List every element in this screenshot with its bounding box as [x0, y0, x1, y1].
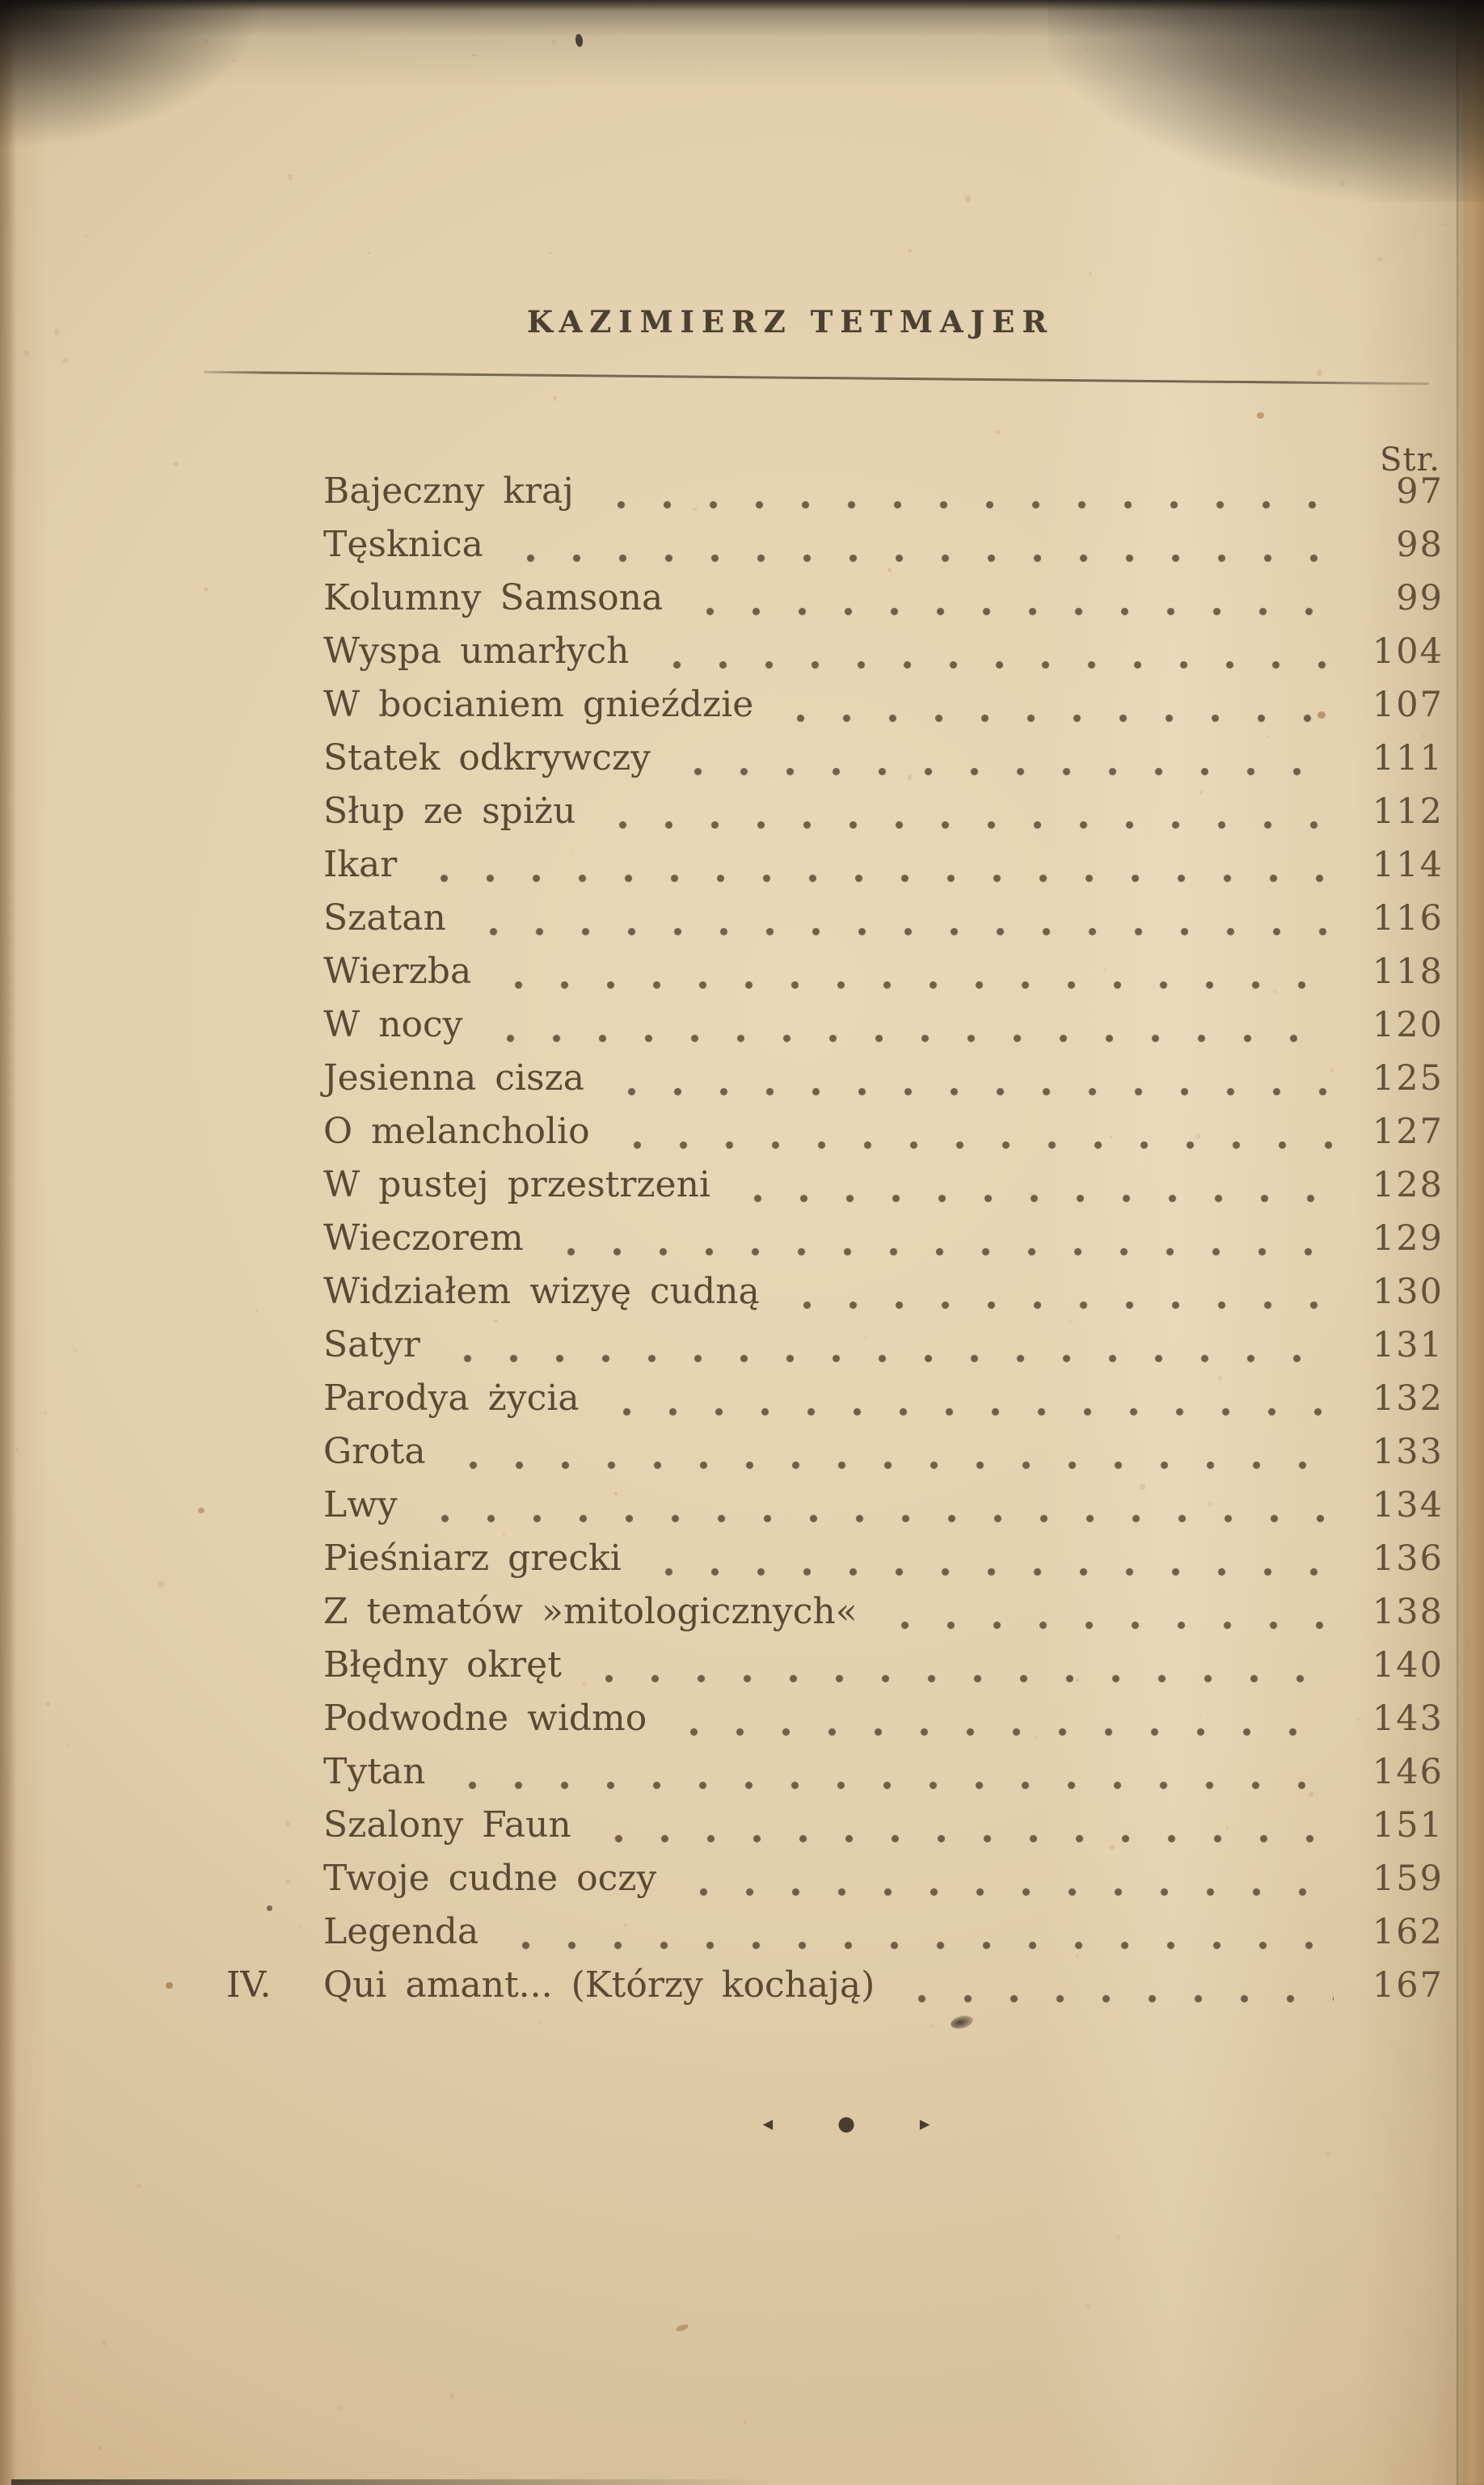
toc-row [323, 841, 1444, 894]
paper-speck [102, 2339, 107, 2346]
section-divider-ornament: ◂ ● ▸ [762, 2112, 959, 2135]
paper-speck [337, 2406, 342, 2411]
toc-entry-page: 167 [1372, 1965, 1444, 2006]
paper-speck [472, 54, 476, 57]
paper-speck [267, 1905, 272, 1911]
paper-speck [643, 259, 645, 261]
toc-row [226, 1961, 1444, 2015]
paper-speck [67, 1744, 70, 1747]
paper-speck [1377, 257, 1383, 261]
paper-speck [1086, 2303, 1091, 2310]
paper-speck [255, 1310, 258, 1313]
paper-speck [288, 175, 293, 180]
toc-entry-page: 131 [1372, 1325, 1444, 1365]
dotted-leader [596, 1834, 1334, 1843]
toc-list [226, 467, 1444, 2015]
paper-speck [16, 1448, 19, 1451]
toc-entry-title: Jesienna cisza [323, 1057, 584, 1099]
toc-entry-page: 159 [1372, 1858, 1444, 1899]
toc-row [323, 1694, 1444, 1748]
paper-speck [173, 462, 179, 466]
paper-speck [575, 33, 584, 47]
paper-speck [137, 2184, 141, 2188]
paper-speck [166, 1982, 173, 1989]
running-head: KAZIMIERZ TETMAJER [526, 304, 1055, 340]
toc-entry-title: Wieczorem [323, 1217, 524, 1259]
toc-entry-page: 104 [1372, 631, 1444, 672]
toc-row [323, 1801, 1444, 1854]
dotted-leader [508, 554, 1334, 563]
paper-speck [1317, 369, 1322, 376]
toc-row [323, 1908, 1444, 1961]
toc-entry-page: 151 [1372, 1805, 1444, 1846]
toc-entry-page: 143 [1372, 1698, 1444, 1739]
toc-row [323, 1214, 1444, 1268]
toc-row [323, 1534, 1444, 1588]
toc-entry-title: Bajeczny kraj [323, 470, 574, 512]
dotted-leader [487, 1034, 1334, 1043]
toc-entry-page: 146 [1372, 1752, 1444, 1792]
toc-row [323, 1054, 1444, 1107]
toc-row [323, 1641, 1444, 1694]
dotted-leader [470, 927, 1334, 936]
toc-entry-title: Grota [323, 1431, 426, 1472]
paper-speck [553, 396, 558, 402]
dotted-leader [899, 1994, 1334, 2003]
dotted-leader [548, 1247, 1334, 1256]
paper-speck [158, 1581, 163, 1588]
dotted-leader [735, 1194, 1334, 1203]
toc-row [323, 627, 1444, 681]
toc-entry-title: Twoje cudne oczy [323, 1858, 657, 1899]
toc-row [323, 1748, 1444, 1801]
dotted-leader [495, 981, 1334, 989]
dotted-leader [671, 1728, 1334, 1736]
paper-speck [1444, 223, 1447, 226]
dotted-leader [778, 714, 1334, 723]
toc-row [323, 1854, 1444, 1908]
paper-speck [204, 588, 208, 592]
paper-speck [198, 1508, 204, 1513]
paper-speck [1325, 2152, 1330, 2156]
paper-speck [297, 1926, 301, 1928]
toc-entry-page: 99 [1396, 578, 1444, 618]
toc-row [323, 521, 1444, 574]
toc-row [323, 574, 1444, 627]
page-gutter-edge [1457, 0, 1484, 2485]
toc-row [323, 1588, 1444, 1641]
paper-speck [285, 1821, 290, 1826]
header-rule [204, 371, 1429, 386]
toc-entry-page: 128 [1372, 1165, 1444, 1205]
page-column-header: Str. [1380, 441, 1440, 479]
paper-speck [548, 252, 550, 255]
dotted-leader [503, 1941, 1334, 1950]
dotted-leader [449, 1781, 1334, 1790]
paper-speck [1124, 47, 1127, 50]
paper-speck [1257, 412, 1264, 419]
dotted-leader [609, 1087, 1334, 1096]
toc-entry-page: 162 [1372, 1912, 1444, 1952]
toc-row [323, 1374, 1444, 1428]
toc-entry-title: Wyspa umarłych [323, 631, 630, 672]
toc-row [323, 1107, 1444, 1161]
toc-entry-title: W pustej przestrzeni [323, 1164, 710, 1205]
scan-shadow-corner-left [0, 0, 259, 146]
toc-entry-page: 111 [1372, 738, 1444, 778]
toc-entry-page: 132 [1372, 1378, 1444, 1419]
toc-entry-title: Słup ze spiżu [323, 791, 576, 832]
paper-speck [965, 196, 971, 202]
toc-entry-title: Statek odkrywczy [323, 737, 651, 778]
dotted-leader [646, 1567, 1334, 1576]
toc-entry-page: 138 [1372, 1592, 1444, 1632]
toc-row [323, 787, 1444, 841]
toc-entry-page: 120 [1372, 1005, 1444, 1045]
toc-entry-title: Wierzba [323, 951, 472, 992]
toc-entry-page: 136 [1372, 1538, 1444, 1579]
toc-entry-page: 134 [1372, 1485, 1444, 1525]
paper-speck [177, 2149, 179, 2152]
toc-row [323, 1161, 1444, 1214]
paper-speck [54, 328, 60, 335]
toc-row [323, 947, 1444, 1001]
paper-speck [255, 2335, 256, 2336]
toc-row [323, 681, 1444, 734]
paper-speck [996, 430, 1001, 434]
toc-entry-title: Pieśniarz grecki [323, 1538, 622, 1579]
paper-speck [231, 59, 235, 62]
paper-speck [204, 39, 208, 44]
dotted-leader [604, 1407, 1334, 1416]
toc-entry-page: 127 [1372, 1112, 1444, 1152]
dotted-leader [675, 767, 1334, 776]
paper-speck [45, 1702, 51, 1707]
paper-speck [1115, 2234, 1119, 2239]
dotted-leader [445, 1354, 1334, 1363]
toc-entry-title: W nocy [323, 1004, 463, 1045]
paper-speck [62, 358, 68, 363]
dotted-leader [687, 607, 1334, 616]
paper-speck [450, 2393, 455, 2399]
toc-entry-page: 97 [1396, 471, 1444, 512]
scan-shadow-corner-right [1048, 0, 1484, 202]
toc-entry-title: O melancholio [323, 1111, 590, 1152]
paper-speck [167, 2071, 169, 2074]
paper-speck [551, 40, 556, 45]
dotted-leader [784, 1301, 1334, 1310]
scan-shadow-top [0, 0, 1484, 129]
dotted-leader [654, 660, 1334, 669]
page-bottom-edge [11, 2479, 771, 2485]
toc-entry-page: 133 [1372, 1432, 1444, 1472]
toc-entry-title: Z tematów »mitologicznych« [323, 1591, 858, 1632]
paper-speck [106, 2369, 108, 2371]
toc-entry-page: 140 [1372, 1645, 1444, 1685]
toc-entry-title: Satyr [323, 1324, 420, 1365]
toc-row [323, 734, 1444, 787]
paper-speck [98, 2446, 102, 2450]
toc-entry-title: Kolumny Samsona [323, 577, 664, 618]
toc-entry-title: Szatan [323, 897, 446, 939]
toc-row [323, 1481, 1444, 1534]
toc-entry-title: Qui amant... (Którzy kochają) [323, 1964, 875, 2006]
dotted-leader [882, 1621, 1334, 1630]
toc-entry-page: 118 [1372, 951, 1444, 992]
paper-speck [1340, 180, 1345, 186]
toc-entry-title: Szalony Faun [323, 1804, 571, 1846]
toc-entry-title: Tytan [323, 1751, 426, 1792]
toc-row [323, 1428, 1444, 1481]
page-left-edge [0, 0, 16, 2485]
toc-entry-title: Błędny okręt [323, 1644, 562, 1685]
toc-entry-title: W bocianiem gnieździe [323, 684, 754, 725]
toc-row [323, 1268, 1444, 1321]
paper-speck [744, 2421, 746, 2424]
toc-entry-title: Widziałem wizyę cudną [323, 1271, 760, 1312]
dotted-leader [681, 1888, 1334, 1896]
toc-entry-page: 114 [1372, 845, 1444, 885]
dotted-leader [421, 874, 1334, 883]
toc-entry-title: Ikar [323, 844, 398, 885]
toc-entry-page: 130 [1372, 1272, 1444, 1312]
toc-entry-page: 112 [1372, 791, 1444, 832]
paper-speck [762, 42, 764, 44]
dotted-leader [450, 1461, 1334, 1470]
toc-row [323, 1001, 1444, 1054]
toc-entry-title: Tęsknica [323, 524, 483, 565]
toc-section-number: IV. [226, 1964, 272, 2006]
toc-entry-page: 125 [1372, 1058, 1444, 1099]
paper-speck [539, 2020, 542, 2023]
dotted-leader [586, 1674, 1334, 1683]
dotted-leader [598, 500, 1334, 509]
dotted-leader [600, 821, 1334, 829]
toc-row [323, 894, 1444, 947]
toc-entry-title: Podwodne widmo [323, 1698, 647, 1739]
paper-speck [675, 2323, 689, 2332]
toc-entry-page: 129 [1372, 1218, 1444, 1259]
paper-speck [909, 249, 913, 252]
toc-row [323, 467, 1444, 521]
toc-entry-page: 98 [1396, 525, 1444, 565]
ink-smudge [950, 2014, 975, 2031]
toc-row [323, 1321, 1444, 1374]
paper-speck [23, 350, 28, 355]
paper-speck [930, 2024, 934, 2028]
paper-speck [1086, 49, 1090, 51]
paper-speck [85, 235, 87, 238]
toc-entry-page: 107 [1372, 685, 1444, 725]
paper-speck [44, 1411, 46, 1415]
toc-entry-title: Parodya życia [323, 1378, 580, 1419]
toc-entry-title: Legenda [323, 1911, 479, 1952]
toc-entry-title: Lwy [323, 1484, 398, 1525]
toc-entry-page: 116 [1372, 898, 1444, 939]
paper-speck [1089, 272, 1092, 275]
paper-speck [285, 1880, 290, 1883]
paper-speck [368, 251, 372, 254]
dotted-leader [422, 1514, 1334, 1523]
dotted-leader [614, 1141, 1334, 1150]
paper-speck [73, 1348, 78, 1353]
